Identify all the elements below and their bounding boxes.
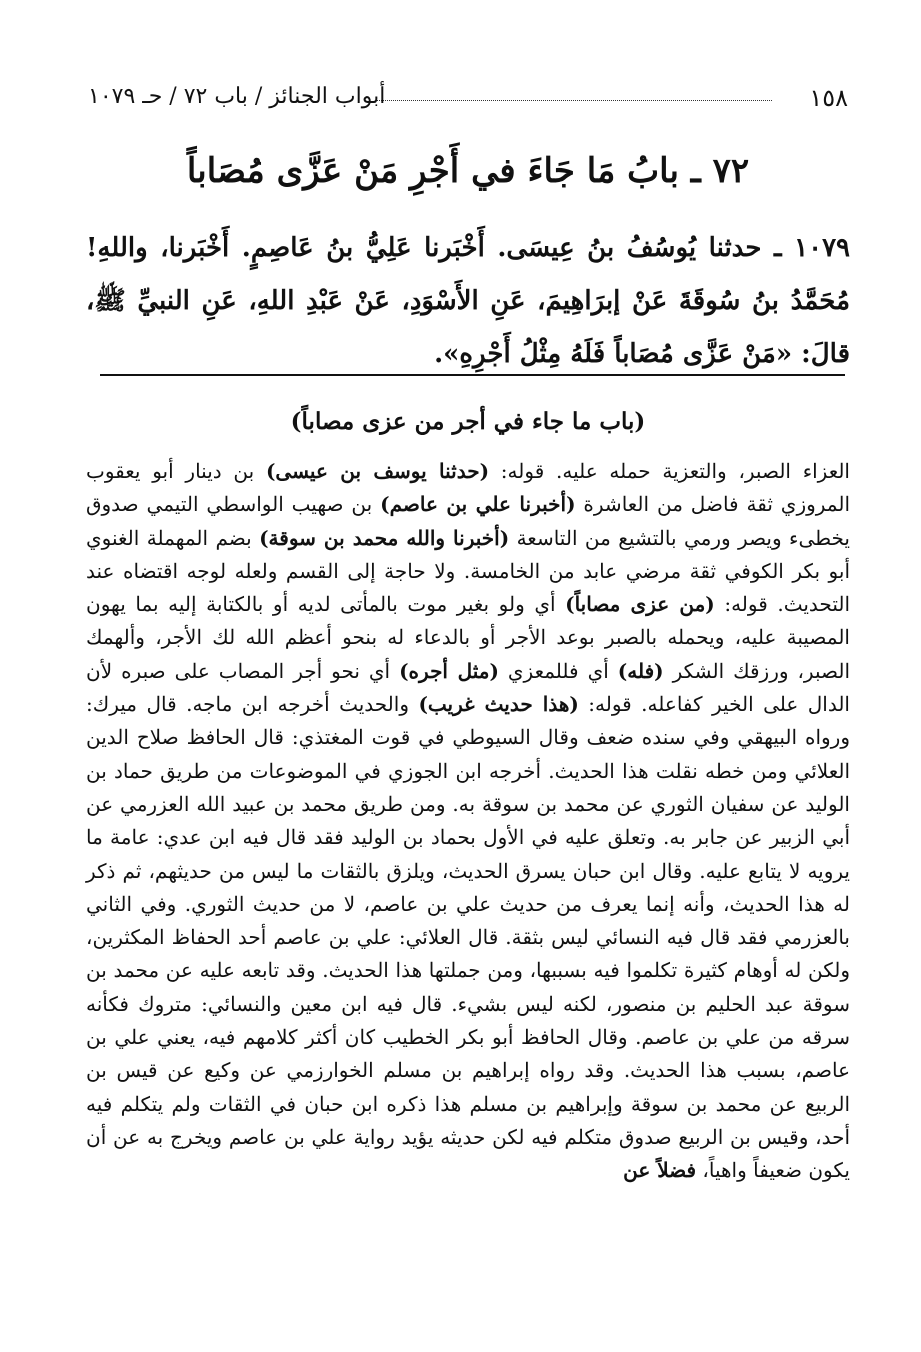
running-title: أبواب الجنائز / باب ٧٢ / حـ ١٠٧٩ <box>88 84 386 109</box>
chapter-title: ٧٢ ـ بابُ مَا جَاءَ في أَجْرِ مَنْ عَزَّى مُصَاباً <box>186 151 750 191</box>
section-divider <box>100 374 845 376</box>
commentary-text: أي ولو بغير موت بالمأتى لديه أو بالكتابة إليه بما يهون المصيبة عليه، ويحمله بالصبر بوعد الأجر أو بالدعاء له بنحو أعظم الله لك الأجر، وألهمك الصبر، ورزقك الشكر <box>86 592 850 683</box>
commentary-text: بن دينار أبو يعقوب المروزي ثقة فاضل من العاشرة <box>86 459 851 517</box>
commentary-body <box>86 455 850 1188</box>
commentary-quoted-phrase: (هذا حديث غريب) <box>418 692 579 717</box>
commentary-text: والحديث أخرجه ابن ماجه. قال ميرك: ورواه البيهقي وفي سنده ضعف وقال السيوطي في قوت المغتذي: قال الحافظ صلاح الدين العلائي ومن خطه نقلت هذا الحديث. أخرجه ابن الجوزي في الموضوعات من طريق حماد بن الوليد عن سفيان الثوري عن محمد بن سوقة به. ومن طريق محمد بن عبيد الله العزرمي عن أبي الزبير عن جابر به. وتعلق عليه في الأول بحماد بن الوليد فقد قال فيه ابن عدي: عامة ما يرويه لا يتابع عليه. وقال ابن حبان يسرق الحديث، ويلزق بالثقات ما ليس من حديثهم، ثم ذكر له هذا الحديث، وأنه إنما يعرف من حديث علي بن عاصم، لا من حديث الثوري. وفي الثاني بالعزرمي فقد قال فيه النسائي ليس بثقة. قال العلائي: علي بن عاصم أحد الحفاظ المكثرين، ولكن له أوهام كثيرة تكلموا فيه بسببها، ومن جملتها هذا الحديث. وقد تابعه عليه عن محمد بن سوقة عبد الحليم بن منصور، لكنه ليس بشيء. قال فيه ابن معين والنسائي: متروك فكأنه سرقه من علي بن عاصم. وقال الحافظ أبو بكر الخطيب كان أكثر كلامهم فيه، يعني علي بن عاصم، بسبب هذا الحديث. وقد رواه إبراهيم بن مسلم الخوارزمي عن وكيع عن قيس بن الربيع عن محمد بن سوقة وإبراهيم بن مسلم هذا ذكره ابن حبان في الثقات ولم يتكلم فيه أحد، وقيس بن الربيع صدوق متكلم فيه لكن حديثه يؤيد رواية علي بن عاصم ويخرج به عن أن يكون ضعيفاً واهياً، <box>86 692 850 1183</box>
page-header <box>88 80 848 120</box>
page-number: ١٥٨ <box>809 84 848 112</box>
commentary-quoted-phrase: (أخبرنا علي بن عاصم) <box>380 492 576 517</box>
commentary-text: العزاء الصبر، والتعزية حمله عليه. قوله: <box>489 459 850 483</box>
commentary-text: أي نحو أجر المصاب على صبره لأن الدال على الخير كفاعله. قوله: <box>86 658 850 717</box>
hadith-number: ١٠٧٩ ـ <box>773 233 850 263</box>
commentary-quoted-phrase: (فله) <box>617 658 664 683</box>
commentary-text: أي فللمعزي <box>498 658 618 683</box>
hadith-text: حدثنا يُوسُفُ بنُ عِيسَى. أَخْبَرنا عَلِيُّ بنُ عَاصِمٍ. أَخْبَرنا، واللهِ! مُحَمَّدُ بنُ سُوقَةَ عَنْ إبرَاهِيمَ، عَنِ الأَسْوَدِ، عَنْ عَبْدِ اللهِ، عَنِ النبيِّ ﷺ، قالَ: «مَنْ عَزَّى مُصَاباً فَلَهُ مِثْلُ أَجْرِهِ». <box>86 233 850 369</box>
hadith-text-block <box>86 222 850 381</box>
header-dotted-rule <box>376 100 772 101</box>
commentary-quoted-phrase: فضلاً عن <box>623 1158 697 1183</box>
commentary-text: بضم المهملة الغنوي أبو بكر الكوفي ثقة مرضي عابد من الخامسة. ولا حاجة إلى القسم ولعله لوجه اقتضاه عند التحديث. قوله: <box>86 525 851 617</box>
commentary-quoted-phrase: (مثل أجره) <box>399 658 499 683</box>
commentary-quoted-phrase: (أخبرنا والله محمد بن سوقة) <box>259 525 510 550</box>
commentary-title: (باب ما جاء في أجر من عزى مصاباً) <box>290 408 646 435</box>
commentary-quoted-phrase: (حدثنا يوسف بن عيسى) <box>265 459 490 483</box>
commentary-text: بن صهيب الواسطي التيمي صدوق يخطىء ويصر ورمي بالتشيع من التاسعة <box>86 492 851 550</box>
commentary-quoted-phrase: (من عزى مصاباً) <box>565 592 715 617</box>
